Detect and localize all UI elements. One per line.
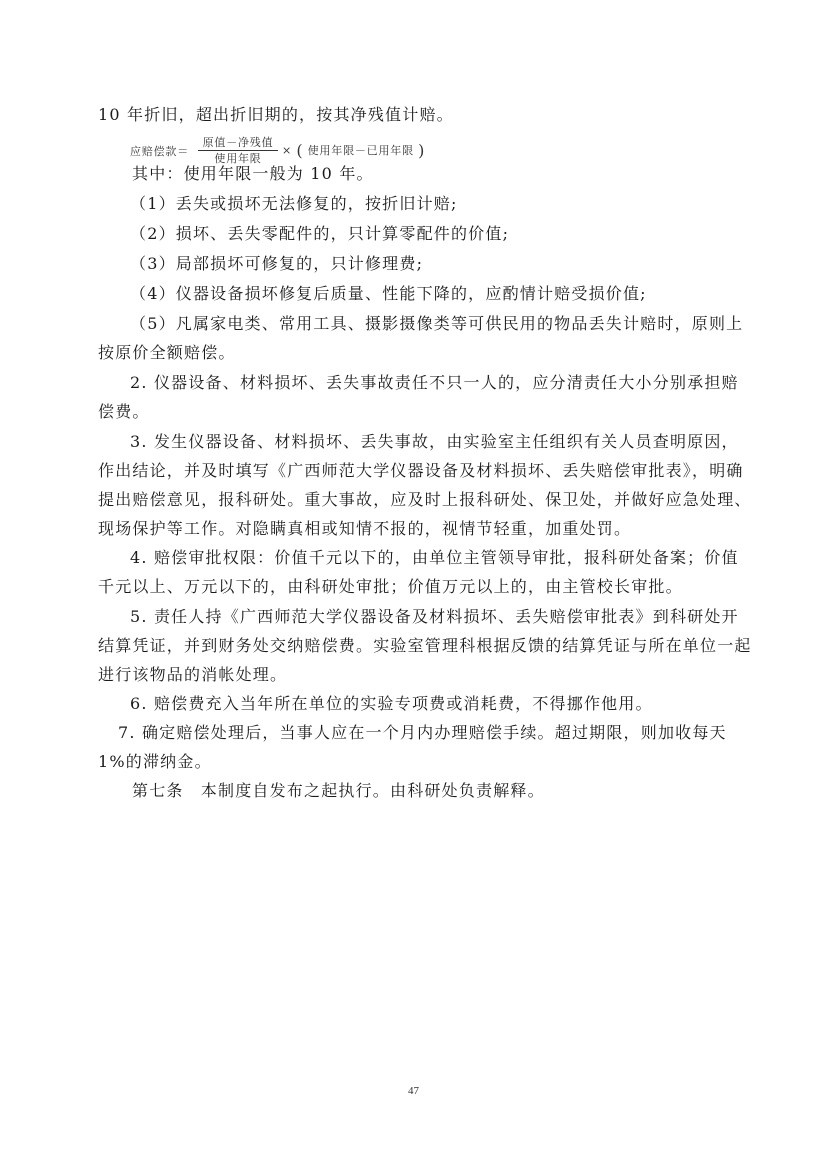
text-line-8: 按原价全额赔偿。 <box>98 343 236 362</box>
text-line-3: （1）丢失或损坏无法修复的，按折旧计赔; <box>130 194 458 213</box>
text-line-1: 10 年折旧，超出折旧期的，按其净残值计赔。 <box>98 105 454 124</box>
formula-close-paren: ) <box>418 141 426 160</box>
text-line-15: 4. 赔偿审批权限：价值千元以下的，由单位主管领导审批，报科研处备案；价值 <box>130 548 739 567</box>
text-line-9: 2. 仪器设备、材料损坏、丢失事故责任不只一人的，应分清责任大小分别承担赔 <box>130 373 739 392</box>
text-line-2: 其中：使用年限一般为 10 年。 <box>132 164 374 183</box>
text-line-5: （3）局部损坏可修复的，只计修理费; <box>130 254 424 273</box>
text-line-21: 7. 确定赔偿处理后，当事人应在一个月内办理赔偿手续。超过期限，则加收每天 <box>118 723 727 742</box>
formula-denominator: 使用年限 <box>214 152 262 165</box>
formula-times: × <box>282 144 293 157</box>
formula-open-paren: ( <box>296 141 304 160</box>
formula-fraction <box>198 135 278 166</box>
text-line-17: 5. 责任人持《广西师范大学仪器设备及材料损坏、丢失赔偿审批表》到科研处开 <box>130 607 739 626</box>
text-line-4: （2）损坏、丢失零配件的，只计算零配件的价值; <box>130 224 510 243</box>
text-line-20: 6. 赔偿费充入当年所在单位的实验专项费或消耗费，不得挪作他用。 <box>130 694 653 713</box>
text-line-23: 第七条 本制度自发布之起执行。由科研处负责解释。 <box>132 781 545 800</box>
text-line-10: 偿费。 <box>98 402 150 421</box>
text-line-11: 3. 发生仪器设备、材料损坏、丢失事故，由实验室主任组织有关人员查明原因， <box>130 432 739 451</box>
formula-paren-content: 使用年限－已用年限 <box>307 144 414 157</box>
text-line-12: 作出结论，并及时填写《广西师范大学仪器设备及材料损坏、丢失赔偿审批表》，明确 <box>98 461 744 480</box>
formula-rhs <box>282 141 425 160</box>
text-line-6: （4）仪器设备损坏修复后质量、性能下降的，应酌情计赔受损价值; <box>130 284 647 303</box>
text-line-14: 现场保护等工作。对隐瞒真相或知情不报的，视情节轻重，加重处罚。 <box>98 519 632 538</box>
text-line-19: 进行该物品的消帐处理。 <box>98 665 288 684</box>
text-line-13: 提出赔偿意见，报科研处。重大事故，应及时上报科研处、保卫处，并做好应急处理、 <box>98 490 752 509</box>
page-number: 47 <box>408 1085 419 1097</box>
formula-numerator: 原值－净残值 <box>198 135 278 151</box>
formula-lhs: 应赔偿款＝ <box>130 145 189 158</box>
text-line-16: 千元以上、万元以下的，由科研处审批；价值万元以上的，由主管校长审批。 <box>98 577 683 596</box>
text-line-22: 1%的滞纳金。 <box>98 752 212 771</box>
text-line-18: 结算凭证，并到财务处交纳赔偿费。实验室管理科根据反馈的结算凭证与所在单位一起 <box>98 636 752 655</box>
text-line-7: （5）凡属家电类、常用工具、摄影摄像类等可供民用的物品丢失计赔时，原则上 <box>130 314 744 333</box>
